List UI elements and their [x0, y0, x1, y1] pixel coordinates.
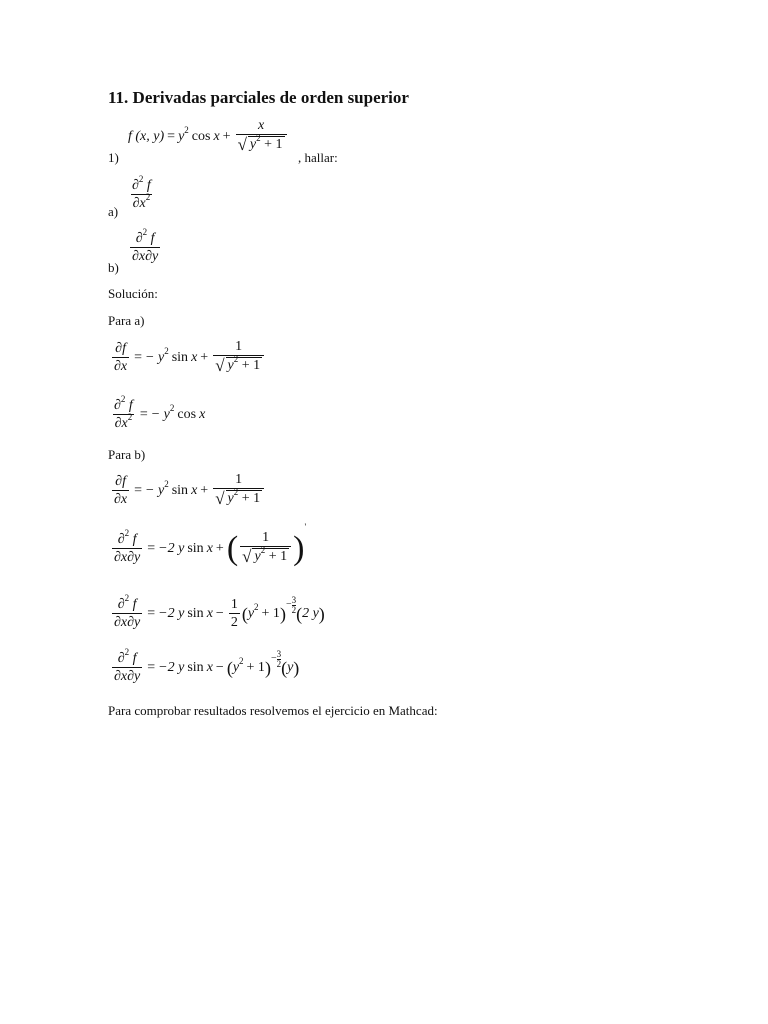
- sqrt-exponent: 2: [256, 133, 261, 143]
- left-paren: (: [226, 657, 233, 678]
- minus-y: − y: [145, 482, 165, 498]
- y-var: y: [227, 491, 234, 506]
- x-var: x: [206, 606, 213, 621]
- square-root: √ $y^2 + 1$: [215, 354, 261, 375]
- dxdy: ∂x∂y: [114, 549, 141, 565]
- exp: 2: [254, 602, 259, 612]
- right-paren: ): [318, 603, 325, 624]
- equals-sign: =: [147, 540, 156, 556]
- order-exponent: 2: [142, 227, 148, 237]
- square-root: √ $y^2 + 1$: [215, 487, 261, 508]
- solution-heading: Solución:: [108, 286, 158, 301]
- three: 3: [291, 594, 297, 605]
- term-exponent: 2: [184, 124, 189, 135]
- partial-symbol: ∂: [132, 178, 139, 193]
- equals-sign: =: [139, 407, 148, 422]
- fraction: [236, 118, 287, 155]
- plus-one: + 1: [241, 491, 261, 506]
- two-y: 2 y: [302, 606, 319, 621]
- plus-one: + 1: [268, 549, 288, 564]
- partial-symbol: ∂: [114, 398, 121, 413]
- fraction-numerator: x: [257, 118, 265, 133]
- problem-suffix: , hallar:: [298, 150, 338, 165]
- sin-function: sin: [187, 540, 204, 556]
- one: 1: [235, 472, 243, 487]
- second-derivative-a: [110, 394, 206, 432]
- sqrt-rest: + 1: [264, 137, 283, 152]
- dx: ∂x: [114, 491, 128, 507]
- para-b-heading: Para b): [108, 447, 146, 462]
- closing-text: Para comprobar resultados resolvemos el ejercicio en Mathcad:: [108, 703, 438, 718]
- prime-mark: ': [304, 521, 307, 532]
- square-root: √ $y^2 + 1$: [242, 545, 288, 566]
- negative-sign: −: [285, 598, 292, 610]
- left-paren: (: [281, 657, 288, 678]
- exp: 2: [260, 545, 266, 555]
- minus-2y: −2 y: [158, 606, 185, 621]
- minus-sign: −: [215, 606, 224, 621]
- x-var: x: [191, 482, 198, 498]
- partial-symbol: ∂: [117, 597, 125, 612]
- plus-one: + 1: [246, 660, 265, 675]
- exp: 2: [124, 527, 130, 538]
- df: ∂f: [115, 340, 126, 356]
- exponent-fraction: [277, 650, 282, 669]
- exp: 2: [120, 394, 126, 404]
- plus-sign: +: [222, 128, 231, 144]
- minus-sign: −: [215, 660, 224, 675]
- dxdy-term: ∂x∂y: [132, 249, 159, 264]
- left-paren: (: [226, 529, 239, 567]
- minus-2y: −2 y: [158, 660, 185, 675]
- exp: 2: [164, 478, 169, 489]
- y-var: y: [247, 606, 255, 621]
- plus-one: + 1: [261, 606, 280, 621]
- square-root: [237, 133, 285, 154]
- mixed-derivative-final: [110, 647, 300, 685]
- sin-function: sin: [171, 349, 189, 365]
- exp: 2: [127, 412, 133, 422]
- y-var: y: [232, 660, 240, 675]
- exp: 2: [233, 487, 239, 497]
- half-den: 2: [230, 615, 238, 630]
- x-var: x: [206, 540, 213, 556]
- fraction-denominator: [236, 134, 287, 155]
- dx-exponent: 2: [145, 192, 151, 202]
- equals-sign: =: [167, 128, 176, 144]
- minus-y: − y: [145, 349, 165, 365]
- dx: ∂x: [114, 416, 128, 431]
- one: 1: [235, 339, 243, 354]
- equals-sign: =: [134, 349, 143, 365]
- left-paren: (: [296, 603, 303, 624]
- y-var: y: [227, 358, 234, 373]
- radical-sign: √: [237, 135, 247, 154]
- function-lhs: f (x, y): [128, 128, 165, 144]
- plus-sign: +: [200, 349, 209, 365]
- f-var: f: [150, 231, 155, 246]
- three: 3: [276, 648, 282, 659]
- negative-sign: −: [270, 652, 277, 664]
- df: ∂f: [115, 473, 126, 489]
- partial-symbol: ∂: [117, 651, 125, 666]
- dx: ∂x: [114, 358, 128, 374]
- sin-function: sin: [171, 482, 189, 498]
- left-paren: (: [241, 603, 248, 624]
- mixed-derivative-step1: [110, 521, 307, 567]
- y-var: y: [287, 660, 294, 675]
- part-b-derivative: [128, 227, 162, 265]
- order-exponent: 2: [138, 174, 144, 184]
- part-a-derivative: [128, 174, 155, 212]
- part-a-label: a): [108, 204, 119, 219]
- two: 2: [291, 604, 297, 615]
- part-b-label: b): [108, 260, 119, 275]
- x-var: x: [199, 407, 206, 422]
- function-definition: [128, 118, 289, 155]
- plus-sign: +: [215, 540, 224, 556]
- sin-function: sin: [187, 606, 204, 621]
- minus-2y: −2 y: [158, 540, 185, 556]
- dx-term: ∂x: [132, 196, 146, 211]
- one: 1: [262, 530, 270, 545]
- y-var: y: [254, 549, 261, 564]
- right-paren: ): [293, 529, 305, 567]
- exp: 2: [233, 354, 239, 364]
- right-paren: ): [264, 657, 271, 678]
- partial-symbol: ∂: [117, 531, 125, 547]
- f-var: f: [146, 178, 151, 193]
- right-paren: ): [279, 603, 286, 624]
- right-paren: ): [293, 657, 300, 678]
- cos-function: cos: [191, 128, 211, 144]
- exp: 2: [124, 647, 130, 657]
- equals-sign: =: [147, 660, 156, 675]
- equals-sign: =: [147, 606, 156, 621]
- f-var: f: [128, 398, 133, 413]
- plus-one: + 1: [241, 358, 261, 373]
- sin-function: sin: [187, 660, 204, 675]
- half-num: 1: [230, 597, 238, 612]
- para-a-heading: Para a): [108, 313, 145, 328]
- equals-sign: =: [134, 482, 143, 498]
- cos-function: cos: [177, 407, 197, 422]
- first-derivative-b: [110, 472, 266, 509]
- exp: 2: [164, 345, 169, 356]
- exponent-fraction: [292, 596, 297, 615]
- x-var: x: [206, 660, 213, 675]
- two: 2: [276, 658, 282, 669]
- exp: 2: [124, 593, 130, 603]
- section-title: 11. Derivadas parciales de orden superior: [108, 88, 409, 107]
- dxdy: ∂x∂y: [114, 669, 141, 684]
- term-base: y: [178, 128, 185, 144]
- mixed-derivative-step2: [110, 593, 325, 631]
- first-derivative-a: [110, 339, 266, 376]
- dxdy: ∂x∂y: [114, 615, 141, 630]
- partial-symbol: ∂: [135, 231, 143, 246]
- plus-sign: +: [200, 482, 209, 498]
- f-var: f: [132, 597, 137, 612]
- x-var: x: [191, 349, 198, 365]
- term-var: x: [213, 128, 220, 144]
- problem-number: 1): [108, 150, 119, 165]
- f-var: f: [132, 531, 137, 547]
- sqrt-base: y: [249, 137, 257, 152]
- f-var: f: [132, 651, 137, 666]
- exp: 2: [169, 403, 175, 413]
- minus-y: − y: [150, 407, 170, 422]
- exp: 2: [239, 656, 244, 666]
